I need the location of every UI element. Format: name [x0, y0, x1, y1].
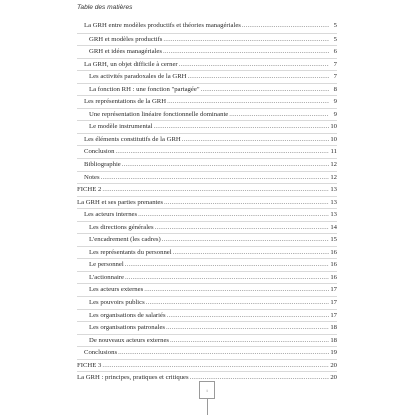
toc-entry-text: L'encadrement (les cadres) [89, 236, 161, 244]
toc-entry-text: Les acteurs externes [89, 286, 144, 294]
footer-line [207, 399, 208, 415]
toc-entry[interactable] [77, 208, 337, 221]
toc-entry-text: Notes [84, 173, 100, 181]
toc-leader-dots [144, 286, 329, 294]
toc-leader-dots [188, 73, 330, 81]
toc-entry-text: La GRH : principes, pratiques et critiques [77, 374, 189, 382]
toc-entry[interactable] [77, 359, 337, 372]
toc-entry-page: 10 [330, 135, 337, 143]
toc-entry-page: 5 [333, 22, 337, 29]
toc-entry-text: Les acteurs internes [84, 211, 138, 219]
toc-entry[interactable] [77, 321, 337, 334]
toc-leader-dots [182, 136, 329, 144]
toc-entry-text: Les organisations de salariés [89, 311, 166, 319]
toc-entry-text: Les organisations patronales [89, 324, 166, 332]
toc-leader-dots [179, 61, 329, 69]
toc-entry-text: Les activités paradoxales de la GRH [89, 73, 187, 81]
toc-leader-dots [154, 123, 329, 131]
toc-entry-text: Les pouvoirs publics [89, 299, 145, 307]
toc-entry[interactable] [77, 120, 337, 133]
toc-entry[interactable] [77, 145, 337, 158]
toc-entry[interactable] [77, 233, 337, 246]
toc-leader-dots [163, 36, 329, 44]
toc-entry-page: 17 [330, 286, 337, 294]
toc-leader-dots [155, 224, 329, 232]
toc-leader-dots [118, 349, 329, 357]
toc-entry-page: 18 [330, 324, 337, 332]
toc-entry-page: 17 [330, 299, 337, 307]
toc-entry-text: GRH et idées managériales [89, 48, 162, 56]
toc-entry-page: 8 [333, 85, 337, 93]
toc-entry-text: Le personnel [89, 261, 124, 269]
toc-entry[interactable] [77, 45, 337, 58]
toc-entry-page: 7 [333, 60, 337, 68]
toc-leader-dots [146, 299, 329, 307]
toc-leader-dots [173, 249, 329, 257]
toc-entry-text: Les directions générales [89, 223, 154, 231]
toc-entry-page: 16 [330, 261, 337, 269]
toc-entry[interactable] [77, 70, 337, 83]
toc-entry-text: La GRH entre modèles productifs et théories managériales [84, 22, 241, 29]
toc-entry-page: 9 [333, 110, 337, 118]
toc-leader-dots [170, 337, 329, 345]
toc-entry[interactable] [77, 183, 337, 196]
toc-leader-dots [167, 98, 329, 106]
toc-leader-dots [164, 199, 329, 207]
toc-entry-text: Les éléments constitutifs de la GRH [84, 135, 181, 143]
toc-leader-dots [163, 48, 329, 56]
toc-entry[interactable] [77, 20, 337, 33]
toc-entry-text: Conclusions [84, 349, 118, 357]
toc-entry-text: GRH et modèles productifs [89, 35, 163, 43]
toc-entry-page: 13 [330, 186, 337, 194]
toc-entry[interactable] [77, 346, 337, 359]
page-number: i [206, 388, 208, 393]
toc-entry-page: 20 [330, 361, 337, 369]
table-of-contents [77, 20, 337, 384]
toc-leader-dots [229, 111, 329, 119]
toc-leader-dots [242, 22, 329, 30]
toc-entry[interactable] [77, 108, 337, 121]
toc-entry[interactable] [77, 334, 337, 347]
toc-title: Table des matières [77, 4, 133, 11]
toc-entry[interactable] [77, 58, 337, 71]
toc-entry-page: 18 [330, 336, 337, 344]
toc-leader-dots [122, 161, 329, 169]
toc-entry[interactable] [77, 221, 337, 234]
toc-entry-text: La GRH, un objet difficile à cerner [84, 60, 178, 68]
toc-entry[interactable] [77, 158, 337, 171]
toc-entry[interactable] [77, 246, 337, 259]
toc-entry-text: FICHE 2 [77, 186, 102, 194]
toc-entry-page: 20 [330, 374, 337, 382]
toc-entry-text: Bibliographie [84, 161, 121, 169]
toc-leader-dots [162, 236, 329, 244]
toc-entry[interactable] [77, 196, 337, 209]
toc-entry-page: 15 [330, 236, 337, 244]
toc-entry-page: 14 [330, 223, 337, 231]
toc-entry[interactable] [77, 296, 337, 309]
toc-entry-page: 5 [333, 35, 337, 43]
toc-entry-text: FICHE 3 [77, 361, 102, 369]
toc-entry-text: La GRH et ses parties prenantes [77, 198, 163, 206]
toc-leader-dots [102, 186, 329, 194]
toc-entry-page: 16 [330, 273, 337, 281]
toc-leader-dots [167, 312, 329, 320]
toc-entry-page: 17 [330, 311, 337, 319]
toc-entry-text: Conclusion [84, 148, 115, 156]
toc-entry[interactable] [77, 309, 337, 322]
toc-entry[interactable] [77, 258, 337, 271]
page-number-box [199, 381, 215, 399]
toc-entry-text: Les représentants du personnel [89, 248, 172, 256]
toc-entry[interactable] [77, 33, 337, 46]
toc-leader-dots [101, 174, 329, 182]
toc-entry[interactable] [77, 95, 337, 108]
toc-entry-text: Le modèle instrumental [89, 123, 153, 131]
toc-entry-page: 7 [333, 73, 337, 81]
toc-entry-text: L'actionnaire [89, 273, 124, 281]
toc-entry-page: 9 [333, 98, 337, 106]
toc-entry-text: Les représentations de la GRH [84, 98, 167, 106]
toc-entry-page: 13 [330, 198, 337, 206]
toc-leader-dots [166, 324, 329, 332]
toc-leader-dots [201, 86, 329, 94]
toc-leader-dots [115, 148, 329, 156]
toc-entry[interactable] [77, 133, 337, 146]
toc-leader-dots [138, 211, 329, 219]
toc-entry-page: 11 [330, 148, 337, 156]
toc-leader-dots [125, 261, 329, 269]
toc-entry-page: 12 [330, 161, 337, 169]
toc-entry-page: 13 [330, 211, 337, 219]
toc-entry-page: 10 [330, 123, 337, 131]
toc-entry[interactable] [77, 171, 337, 184]
toc-leader-dots [125, 274, 329, 282]
toc-entry-page: 16 [330, 248, 337, 256]
toc-leader-dots [102, 362, 329, 370]
toc-entry-text: Une représentation linéaire fonctionnelle dominante [89, 110, 229, 118]
toc-entry[interactable] [77, 283, 337, 296]
toc-entry[interactable] [77, 271, 337, 284]
toc-entry-text: De nouveaux acteurs externes [89, 336, 170, 344]
toc-entry-page: 6 [333, 48, 337, 56]
toc-entry[interactable] [77, 83, 337, 96]
toc-entry-page: 12 [330, 173, 337, 181]
toc-entry-text: La fonction RH : une fonction "partagée" [89, 85, 200, 93]
toc-entry-page: 19 [330, 349, 337, 357]
